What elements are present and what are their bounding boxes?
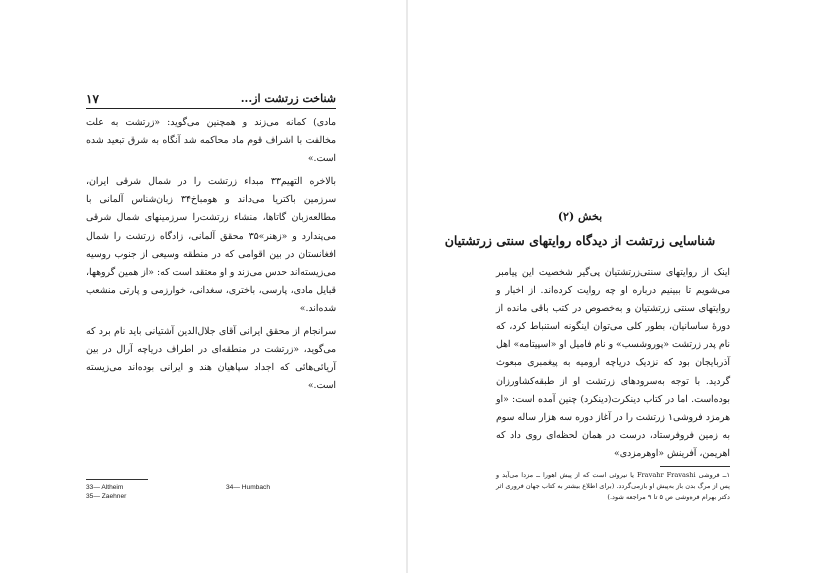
- paragraph: مادی) کمانه می‌زند و همچنین می‌گوید: «زرتشت به علت مخالفت با اشراف قوم ماد محاکمه شد آنگاه به شرق تبعید شده است.»: [86, 117, 336, 165]
- left-page-body: [86, 114, 336, 400]
- footnote-33: 33— Altheim: [86, 484, 124, 491]
- section-title: شناسایی زرتشت از دیدگاه روایتهای سنتی زرتشتیان: [444, 233, 716, 248]
- footnote-35: 35— Zaehner: [86, 493, 127, 500]
- footnote-rule: [86, 479, 148, 480]
- paragraph: سرانجام از محقق ایرانی آقای جلال‌الدین آشتیانی باید نام برد که می‌گوید، «زرتشت در منطقه‌ای در اطراف دریاچه آرال در بین آریائی‌هائی که اجداد سپاهیان هند و ایرانی بوده‌اند می‌زیسته است.»: [86, 326, 336, 392]
- paragraph: اینک از روایتهای سنتی‌زرتشتیان پی‌گیر شخصیت این پیامبر می‌شویم تا ببینیم درباره او چه روایت کرده‌اند. از اخبار و روایتهای سنتی زرتشتیان و به‌خصوص در کتب باقی مانده از دورهٔ ساسانیان، بطور کلی می‌توان اینگونه استنباط کرد، که نام پدر زرتشت «پوروشسب» و نام فامیل او «اسپیتامه» اهل آذربایجان بود که نزدیک دریاچه ارومیه به پیغمبری مبعوث گردید. با توجه به‌سرودهای زرتشت او از طبقه‌کشاورزان بوده‌است. اما در کتاب دینکرت(دینکرد) چنین آمده است: «او هرمزد فروشی۱ زرتشت را در آغاز دوره سه هزار ساله سوم به زمین فروفرستاد، درست در همان لحظه‌ای روی داد که اهریمن، آفرینش «اوهرمزدی»: [495, 267, 730, 459]
- left-footnotes: [86, 483, 336, 523]
- right-page-body: [496, 264, 730, 468]
- running-head: شناخت زرتشت از...: [240, 92, 336, 105]
- section-label: بخش (۲): [557, 210, 603, 223]
- left-page-header: [86, 92, 336, 108]
- page-number: ۱۷: [86, 92, 99, 106]
- footnote: ۱ــ فروشی Fravahr Fravashi یا نیروئی است که از پیش اهورا ــ مزدا می‌آید و پس از مرگ بدن باز به‌پیش او بازمی‌گردد. (برای اطلاع بیشتر به کتاب جهان فروری اثر دکتر بهرام فره‌وشی ص ۵ تا ۹ مراجعه شود.): [496, 471, 730, 501]
- footnote-rule: [660, 466, 730, 467]
- header-rule: [86, 108, 336, 109]
- footnote-34: 34— Humbach: [226, 484, 270, 491]
- paragraph: بالاخره التهیم۳۳ مبداء زرتشت را در شمال شرقی ایران، سرزمین باکتریا می‌داند و هومباخ۳۴ زبان‌شناس آلمانی با مطالعه‌زبان گاتاها، منشاء زرتشت‌را سرزمینهای شمال شرقی می‌پندارد و «زهنر»۳۵ محقق آلمانی، زادگاه زرتشت را شمال افغانستان در بین اقوامی که در منطقه وسیعی از جنوب روسیه می‌زیسته‌اند حدس می‌زند و او معتقد است که: «از همین گروهها، قبایل مادی، پارسی، باختری، سغدانی، خوارزمی و پارتی منشعب شده‌اند.»: [86, 176, 337, 314]
